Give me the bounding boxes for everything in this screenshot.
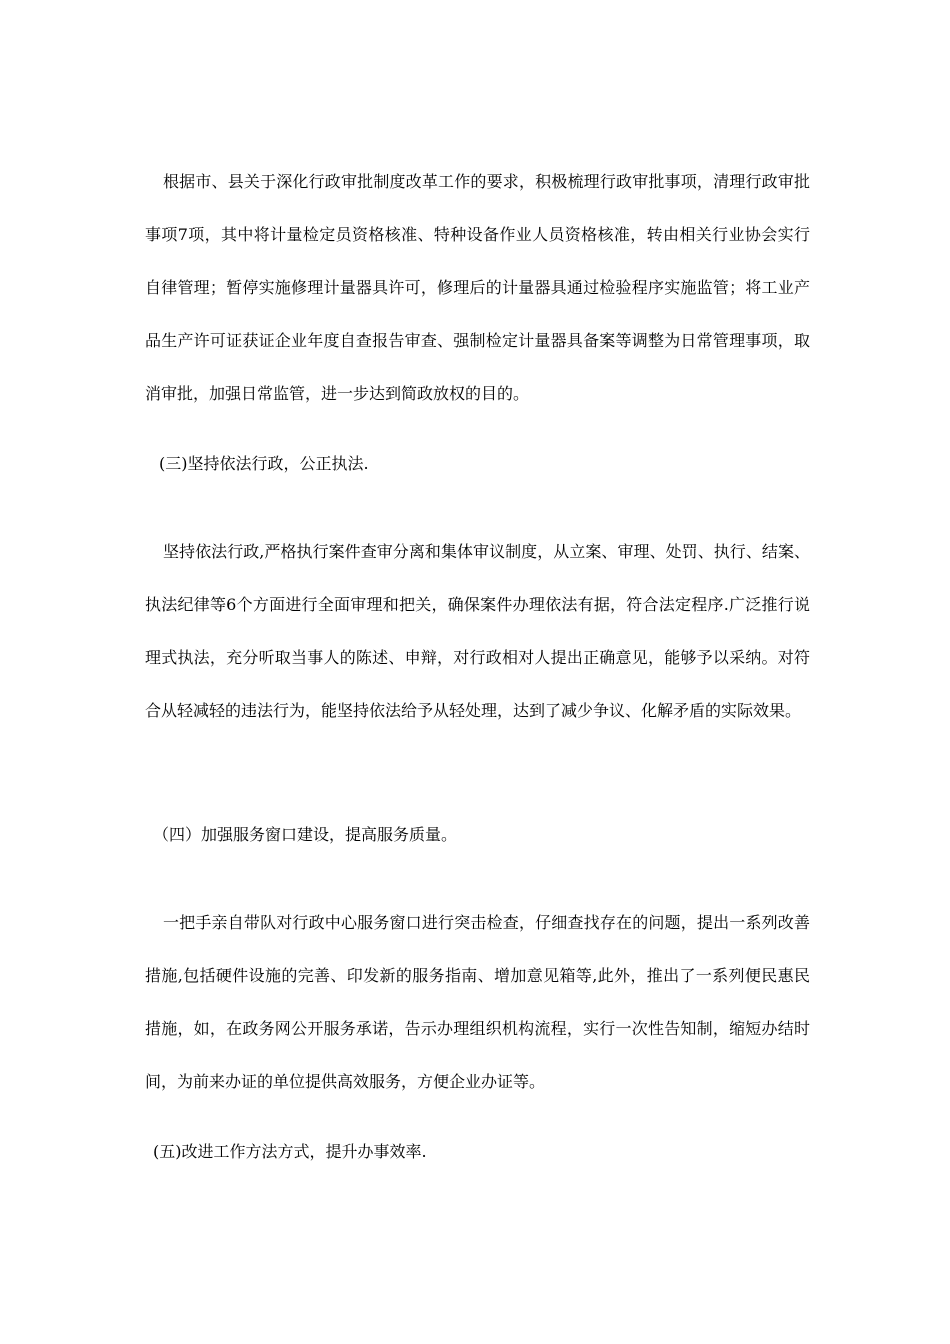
section-heading-5: (五)改进工作方法方式，提升办事效率. — [153, 1142, 427, 1161]
paragraph-law-enforcement: 坚持依法行政,严格执行案件查审分离和集体审议制度，从立案、审理、处罚、执行、结案、执法纪律等6个方面进行全面审理和把关，确保案件办理依法有据，符合法定程序.广泛推行说理式执法，充分听取当事人的陈述、申辩，对行政相对人提出正确意见，能够予以采纳。对符合从轻减轻的违法行为，能坚持依法给予从轻处理，达到了减少争议、化解矛盾的实际效果。 — [145, 542, 810, 720]
section-heading-4: （四）加强服务窗口建设，提高服务质量。 — [153, 825, 458, 844]
section-heading-3: (三)坚持依法行政，公正执法. — [159, 454, 369, 473]
paragraph-service-window: 一把手亲自带队对行政中心服务窗口进行突击检查，仔细查找存在的问题，提出一系列改善措施,包括硬件设施的完善、印发新的服务指南、增加意见箱等,此外，推出了一系列便民惠民措施，如，在政务网公开服务承诺，告示办理组织机构流程，实行一次性告知制，缩短办结时间，为前来办证的单位提供高效服务，方便企业办证等。 — [145, 913, 810, 1091]
paragraph-administrative-approval: 根据市、县关于深化行政审批制度改革工作的要求，积极梳理行政审批事项，清理行政审批事项7项，其中将计量检定员资格核准、特种设备作业人员资格核准，转由相关行业协会实行自律管理；暂停实施修理计量器具许可，修理后的计量器具通过检验程序实施监管；将工业产品生产许可证获证企业年度自查报告审查、强制检定计量器具备案等调整为日常管理事项，取消审批，加强日常监管，进一步达到简政放权的目的。 — [145, 172, 810, 403]
